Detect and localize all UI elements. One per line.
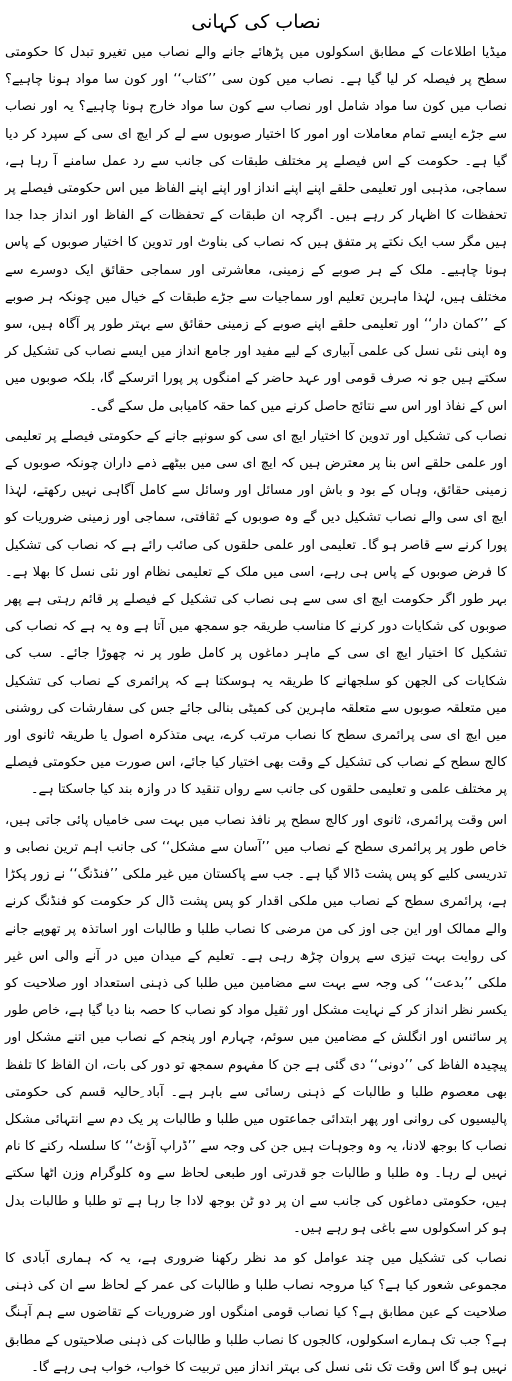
article-body <box>5 39 507 1381</box>
article-paragraph-3: اس وقت پرائمری، ثانوی اور کالج سطح پر نافذ نصاب میں بہت سی خامیاں پائی جاتی ہیں، خاص طور پر پرائمری سطح کے نصاب میں ’’آسان سے مشکل‘‘ کی جانب اہم ترین نصابی و تدریسی کلیے کو پس پشت ڈالا گیا ہے۔ جب سے پاکستان میں غیر ملکی ’’فنڈنگ‘‘ نے زور پکڑا ہے، پرائمری سطح کے نصاب میں ملکی اقدار کو پس پشت ڈال کر حکومت کو فنڈنگ کرنے والے ممالک اور این جی اوز کی من مرضی کا نصاب طلبا و طالبات اور اساتذہ پر تھوپے جانے کی روایت بہت تیزی سے پروان چڑھ رہی ہے۔ تعلیم کے میدان میں در آنے والی اس غیر ملکی ’’بدعت‘‘ کی وجہ سے بہت سے مضامین میں طلبا کی ذہنی استعداد اور صلاحیت کو یکسر نظر انداز کر کے نہایت مشکل اور ثقیل مواد کو نصاب کا حصہ بنا دیا گیا ہے، خاص طور پر سائنس اور انگلش کے مضامین میں سوئم، چہارم اور پنجم کے نصاب میں اتنے مشکل اور پیچیدہ الفاظ کی ’’دونی‘‘ دی گئی ہے جن کا مفہوم سمجھ تو دور کی بات، ان الفاظ کا تلفظ بھی معصوم طلبا و طالبات کے ذہنی رسائی سے باہر ہے۔ آباد ِحالیہ قسم کی حکومتی پالیسیوں کی روانی اور پھر ابتدائی جماعتوں میں طلبا و طالبات پر یک دم سے انتہائی مشکل نصاب کا بوجھ لادنا، یہ وہ وجوہات ہیں جن کی وجہ سے ’’ڈراپ آؤٹ‘‘ کا سلسلہ رکنے کا نام نہیں لے رہا۔ وہ طلبا و طالبات جو قدرتی اور طبعی لحاظ سے وہ کلوگرام وزن اٹھا سکتے ہیں، حکومتی دماغوں کی جانب سے ان پر دو ٹن بوجھ لادا جا رہا ہے تو طلبا و طالبات بدل ہو کر اسکولوں سے باغی ہو رہے ہیں۔ <box>5 812 507 1236</box>
article-page <box>0 6 512 1375</box>
article-paragraph-4: نصاب کی تشکیل میں چند عوامل کو مد نظر رکھنا ضروری ہے، یہ کہ ہماری آبادی کا مجموعی شعور کیا ہے؟ کیا مروجہ نصاب طلبا و طالبات کی عمر کے لحاظ سے ان کی ذہنی صلاحیت کے عین مطابق ہے؟ کیا نصاب قومی امنگوں اور ضروریات کے تقاضوں سے ہم آہنگ ہے؟ جب تک ہمارے اسکولوں، کالجوں کا نصاب طلبا و طالبات کی ذہنی صلاحیتوں کے مطابق نہیں ہو گا اس وقت تک نئی نسل کی بہتر انداز میں تربیت کا خواب، خواب ہی رہے گا۔ <box>5 1250 507 1375</box>
article-paragraph-2: نصاب کی تشکیل اور تدوین کا اختیار ایچ ای سی کو سونپے جانے کے حکومتی فیصلے پر تعلیمی اور علمی حلقے اس بنا پر معترض ہیں کہ ایچ ای سی میں بیٹھے ذمے داران چونکہ صوبوں کے زمینی حقائق، وہاں کے بود و باش اور مسائل اور وسائل سے کامل آگاہی نہیں رکھتے، لہٰذا ایچ ای سی والے نصاب تشکیل دیں گے وہ صوبوں کے ثقافتی، سماجی اور زمینی ضروریات کو پورا کرنے سے قاصر ہو گا۔ تعلیمی اور علمی حلقوں کی صائب رائے ہے کہ نصاب کی تشکیل کا فرض صوبوں کے پاس ہی رہے، اسی میں ملک کے تعلیمی نظام اور نئی نسل کا بھلا ہے۔ بہر طور اگر حکومت ایچ ای سی سے ہی نصاب کی تشکیل کے فیصلے پر قائم رہتی ہے پھر صوبوں کی شکایات دور کرنے کا مناسب طریقہ جو سمجھ میں آتا ہے وہ یہ ہے کہ نصاب کی تشکیل کا اختیار ایچ ای سی کے ماہر دماغوں پر کامل طور پر نہ چھوڑا جائے۔ سب کی شکایات کی الجھن کو سلجھانے کا طریقہ یہ ہوسکتا ہے کہ پرائمری کے نصاب کی تشکیل میں متعلقہ صوبوں سے متعلقہ ماہرین کی کمیٹی بنالی جائے جس کی سفارشات کی روشنی میں ایچ ای سی پرائمری سطح کا نصاب مرتب کرے، یہی متذکرہ اصول یا طریقہ ثانوی اور کالج سطح کے نصاب کی تشکیل کے وقت بھی اختیار کیا جائے، اس صورت میں حکومتی فیصلے پر مختلف علمی و تعلیمی حلقوں کی جانب سے رواں تنقید کا در وازہ بند کیا جاسکتا ہے۔ <box>5 428 507 798</box>
article-paragraph-1: میڈیا اطلاعات کے مطابق اسکولوں میں پڑھائے جانے والے نصاب میں تغیرو تبدل کا حکومتی سطح پر فیصلہ کر لیا گیا ہے۔ نصاب میں کون سی ’’کتاب‘‘ اور کون سا مواد ہونا چاہیے؟ نصاب میں کون سا مواد شامل اور نصاب سے کون سا مواد خارج ہونا چاہیے؟ یہ اور نصاب سے جڑے ایسے تمام معاملات اور امور کا اختیار صوبوں سے لے کر ایچ ای سی کے سپرد کر دیا گیا ہے۔ حکومت کے اس فیصلے پر مختلف طبقات کی جانب سے رد عمل سامنے آ رہا ہے، سماجی، مذہبی اور تعلیمی حلقے اپنے اپنے انداز اور اپنے اپنے الفاظ میں اس حکومتی فیصلے پر تحفظات کا اظہار کر رہے ہیں۔ اگرچہ ان طبقات کے تحفظات کے الفاظ اور انداز جدا جدا ہیں مگر سب ایک نکتے پر متفق ہیں کہ نصاب کی بناوٹ اور تدوین کا اختیار صوبوں کے پاس ہونا چاہیے۔ ملک کے ہر صوبے کے زمینی، معاشرتی اور سماجی حقائق ایک دوسرے سے مختلف ہیں، لہٰذا ماہرین تعلیم اور سماجیات سے جڑے طبقات کے خیال میں چونکہ ہر صوبے کے ’’کمان دار‘‘ اور تعلیمی حلقے اپنے صوبے کے زمینی حقائق سے بہتر طور پر آگاہ ہیں، سو وہ اپنی نئی نسل کی علمی آبیاری کے لیے مفید اور جامع انداز میں ایسے نصاب کی تشکیل کر سکتے ہیں جو نہ صرف قومی اور عہد حاضر کے امنگوں پر پورا اترسکے گا، بلکہ صوبوں میں اس کے نفاذ اور اس سے نتائج حاصل کرنے میں کما حقہ کامیابی مل سکے گی۔ <box>5 45 507 414</box>
article-title: نصاب کی کہانی <box>191 11 321 33</box>
